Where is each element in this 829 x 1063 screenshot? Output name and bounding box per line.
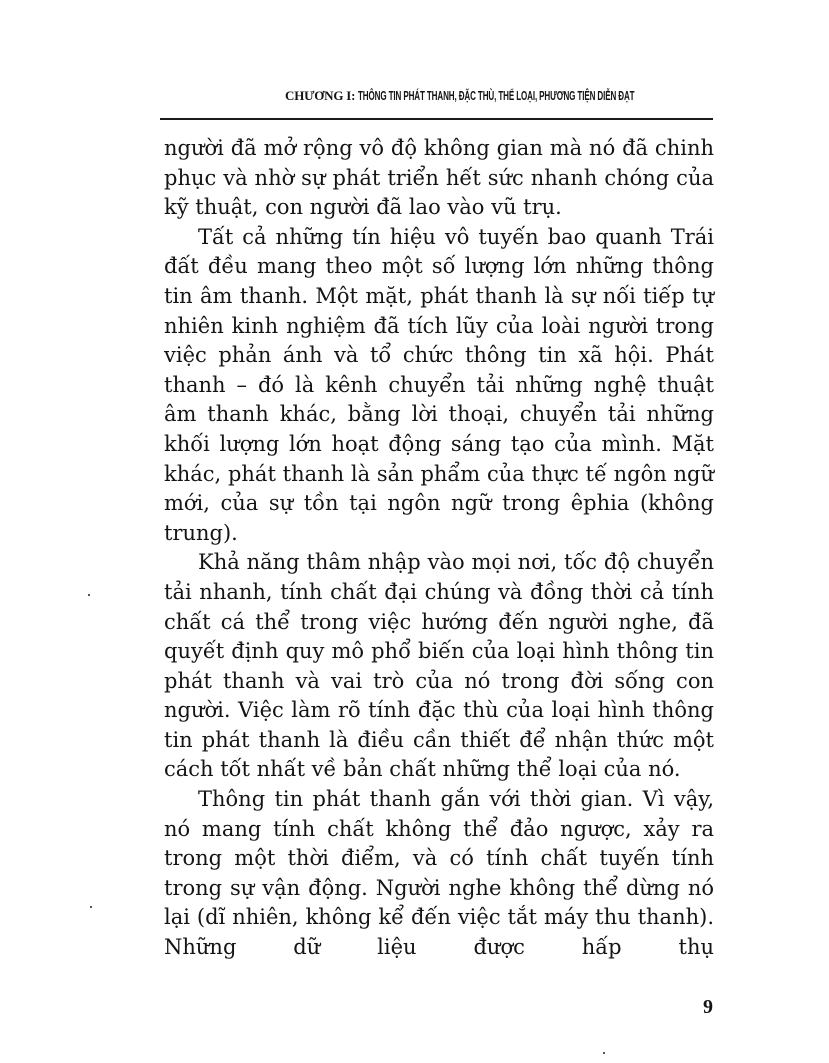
paragraph: Thông tin phát thanh gắn với thời gian. Vì vậy, nó mang tính chất không thể đảo ngược, xảy ra trong một thời điểm, và có tính chất tuyến tính trong sự vận động. Người nghe không thể dừng nó lại (dĩ nhiên, không kể đến việc tắt máy thu thanh). Những dữ liệu được hấp thụ bbox=[164, 787, 714, 960]
body-text bbox=[164, 134, 714, 963]
scan-speck bbox=[90, 906, 92, 908]
chapter-label: CHƯƠNG I: bbox=[285, 88, 356, 103]
chapter-title: THÔNG TIN PHÁT THANH, ĐẶC THÙ, THỂ LOẠI, PHƯƠNG TIỆN DIỄN ĐẠT bbox=[358, 88, 635, 103]
scan-speck bbox=[603, 1052, 605, 1054]
page-number: 9 bbox=[703, 996, 713, 1018]
paragraph-continued: người đã mở rộng vô độ không gian mà nó đã chinh phục và nhờ sự phát triển hết sức nhanh chóng của kỹ thuật, con người đã lao vào vũ trụ. bbox=[164, 136, 714, 220]
running-header bbox=[285, 88, 715, 104]
header-divider bbox=[160, 118, 713, 120]
paragraph: Khả năng thâm nhập vào mọi nơi, tốc độ chuyển tải nhanh, tính chất đại chúng và đồng thời cả tính chất cá thể trong việc hướng đến người nghe, đã quyết định quy mô phổ biến của loại hình thông tin phát thanh và vai trò của nó trong đời sống con người. Việc làm rõ tính đặc thù của loại hình thông tin phát thanh là điều cần thiết để nhận thức một cách tốt nhất về bản chất những thể loại của nó. bbox=[164, 550, 714, 782]
scan-speck bbox=[88, 594, 90, 596]
paragraph: Tất cả những tín hiệu vô tuyến bao quanh Trái đất đều mang theo một số lượng lớn những thông tin âm thanh. Một mặt, phát thanh là sự nối tiếp tự nhiên kinh nghiệm đã tích lũy của loài người trong việc phản ánh và tổ chức thông tin xã hội. Phát thanh – đó là kênh chuyển tải những nghệ thuật âm thanh khác, bằng lời thoại, chuyển tải những khối lượng lớn hoạt động sáng tạo của mình. Mặt khác, phát thanh là sản phẩm của thực tế ngôn ngữ mới, của sự tồn tại ngôn ngữ trong êphia (không trung). bbox=[164, 224, 714, 545]
